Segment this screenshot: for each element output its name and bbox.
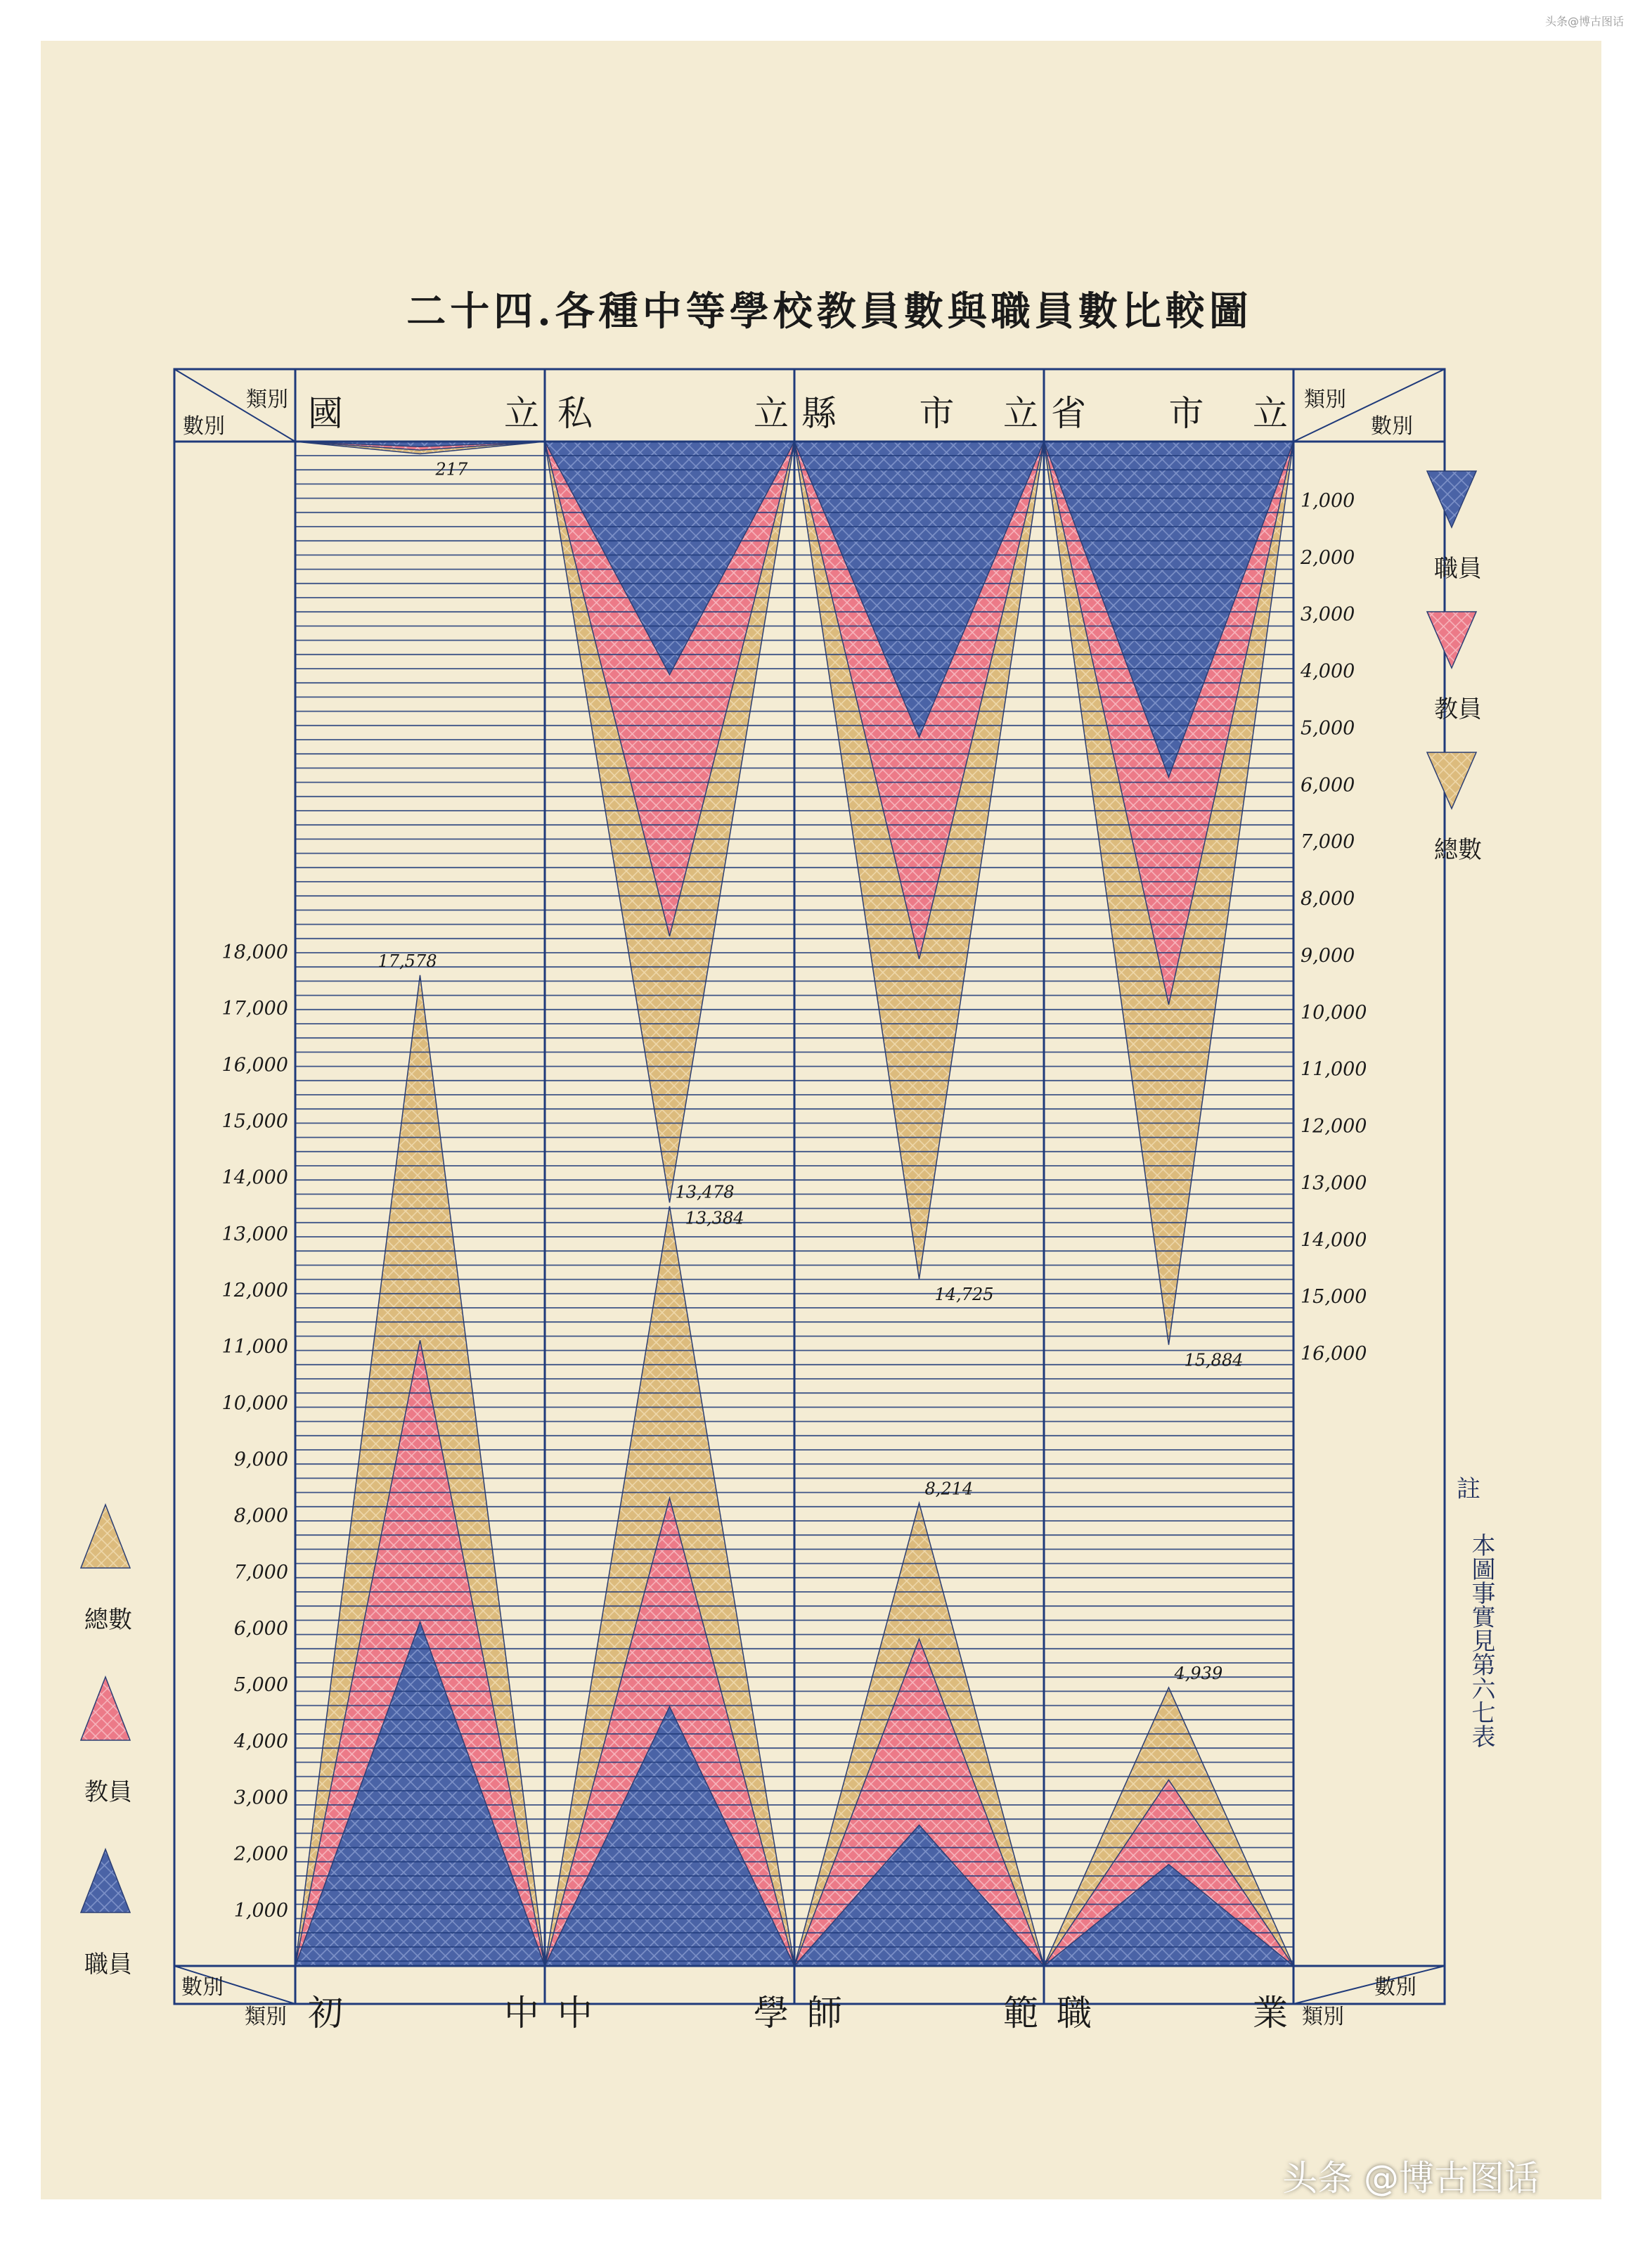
legend-left-label: 總數 (84, 1606, 132, 1634)
bottom-axis-tick-label: 13,000 (221, 1223, 288, 1245)
footer-right-corner-top: 數別 (1374, 1975, 1417, 2000)
bottom-axis-tick-label: 12,000 (221, 1280, 288, 1301)
bottom-axis-tick-label: 14,000 (221, 1166, 288, 1189)
top-axis-tick-label: 10,000 (1301, 1001, 1367, 1024)
header-category-char: 縣 (801, 393, 837, 434)
bottom-axis-tick-label: 1,000 (233, 1899, 288, 1922)
watermark: 头条 @博古图话 (1282, 2158, 1540, 2199)
header-category-char: 國 (308, 393, 343, 434)
corner-diagonal (1293, 1966, 1445, 2004)
header-category-char: 立 (1003, 393, 1038, 434)
header-corner-bottom: 數別 (183, 414, 225, 439)
footer-category-char: 中 (504, 1993, 539, 2033)
header-right-corner-top: 類別 (1304, 387, 1346, 412)
legend-left-swatch (81, 1505, 130, 1568)
footer-corner-top: 數別 (181, 1975, 224, 2000)
bottom-axis-tick-label: 9,000 (233, 1448, 288, 1471)
header-category-char: 省 (1051, 393, 1086, 434)
footer-category-char: 學 (754, 1993, 789, 2033)
legend-right-label: 職員 (1434, 555, 1482, 583)
legend-right-label: 總數 (1434, 836, 1482, 864)
bottom-axis-tick-label: 10,000 (221, 1392, 288, 1415)
chart-title: 二十四.各種中等學校教員數與職員數比較圖 (406, 288, 1253, 335)
top-axis-tick-label: 14,000 (1301, 1229, 1367, 1252)
bottom-axis-tick-label: 16,000 (221, 1054, 288, 1076)
header-corner-top: 類別 (246, 387, 288, 412)
note-text: 本圖事實見第六七表 (1467, 1533, 1495, 1748)
top-axis-tick-label: 8,000 (1301, 888, 1355, 910)
bottom-axis-tick-label: 15,000 (221, 1110, 288, 1133)
top-axis-tick-label: 11,000 (1301, 1058, 1367, 1081)
legend-right-swatch (1427, 471, 1476, 527)
top-total-value-label: 14,725 (934, 1284, 994, 1304)
bottom-total-value-label: 4,939 (1174, 1664, 1223, 1684)
header-category-char: 市 (1168, 393, 1204, 434)
legend-right-swatch (1427, 752, 1476, 809)
legend-right-swatch (1427, 612, 1476, 668)
top-axis-tick-label: 4,000 (1301, 660, 1355, 683)
top-axis-tick-label: 13,000 (1301, 1172, 1367, 1195)
footer-category-char: 師 (807, 1993, 842, 2033)
top-axis-tick-label: 16,000 (1301, 1343, 1367, 1365)
header-category-char: 私 (557, 393, 593, 434)
header-category-char: 立 (504, 393, 539, 434)
top-axis-tick-label: 7,000 (1301, 831, 1355, 854)
bottom-axis-tick-label: 11,000 (221, 1336, 288, 1358)
bottom-axis-tick-label: 6,000 (233, 1618, 288, 1640)
bottom-axis-tick-label: 4,000 (233, 1730, 288, 1753)
top-axis-tick-label: 3,000 (1301, 603, 1355, 626)
footer-category-char: 業 (1253, 1993, 1288, 2033)
footer-corner-bottom: 類別 (245, 2005, 287, 2029)
header-category-char: 立 (1253, 393, 1288, 434)
bottom-axis-tick-label: 3,000 (233, 1787, 288, 1809)
footer-category-char: 職 (1057, 1993, 1092, 2033)
legend-left-swatch (81, 1849, 130, 1912)
top-axis-tick-label: 5,000 (1301, 717, 1355, 740)
bottom-axis-tick-label: 5,000 (233, 1674, 288, 1697)
legend-left-label: 教員 (84, 1778, 132, 1806)
top-axis-tick-label: 1,000 (1301, 489, 1355, 512)
bottom-total-value-label: 17,578 (377, 951, 437, 971)
footer-category-char: 初 (308, 1993, 343, 2033)
bottom-axis-tick-label: 8,000 (233, 1505, 288, 1527)
bottom-axis-tick-label: 18,000 (221, 941, 288, 963)
top-total-value-label: 13,384 (685, 1208, 744, 1228)
header-category-char: 立 (754, 393, 789, 434)
legend-left-label: 職員 (84, 1950, 132, 1979)
top-axis-tick-label: 2,000 (1301, 546, 1355, 569)
top-total-value-label: 217 (435, 459, 468, 480)
top-axis-tick-label: 15,000 (1301, 1286, 1367, 1309)
header-right-corner-bottom: 數別 (1371, 414, 1413, 439)
top-total-value-label: 15,884 (1184, 1350, 1244, 1370)
bottom-axis-tick-label: 2,000 (233, 1843, 288, 1865)
legend-right-label: 教員 (1434, 695, 1482, 724)
corner-source-tag: 头条@博古图话 (1544, 15, 1624, 28)
bottom-total-value-label: 8,214 (924, 1479, 974, 1499)
top-axis-tick-label: 12,000 (1301, 1115, 1367, 1138)
bottom-total-value-label: 13,478 (675, 1182, 735, 1202)
footer-category-char: 範 (1003, 1993, 1038, 2033)
legend-left-swatch (81, 1677, 130, 1740)
footer-right-corner-bottom: 類別 (1302, 2005, 1344, 2029)
bottom-axis-tick-label: 7,000 (233, 1561, 288, 1583)
note-label: 註 (1457, 1475, 1480, 1503)
bottom-axis-tick-label: 17,000 (221, 998, 288, 1020)
header-category-char: 市 (919, 393, 955, 434)
footer-category-char: 中 (557, 1993, 593, 2033)
top-axis-tick-label: 6,000 (1301, 774, 1355, 797)
top-axis-tick-label: 9,000 (1301, 944, 1355, 967)
